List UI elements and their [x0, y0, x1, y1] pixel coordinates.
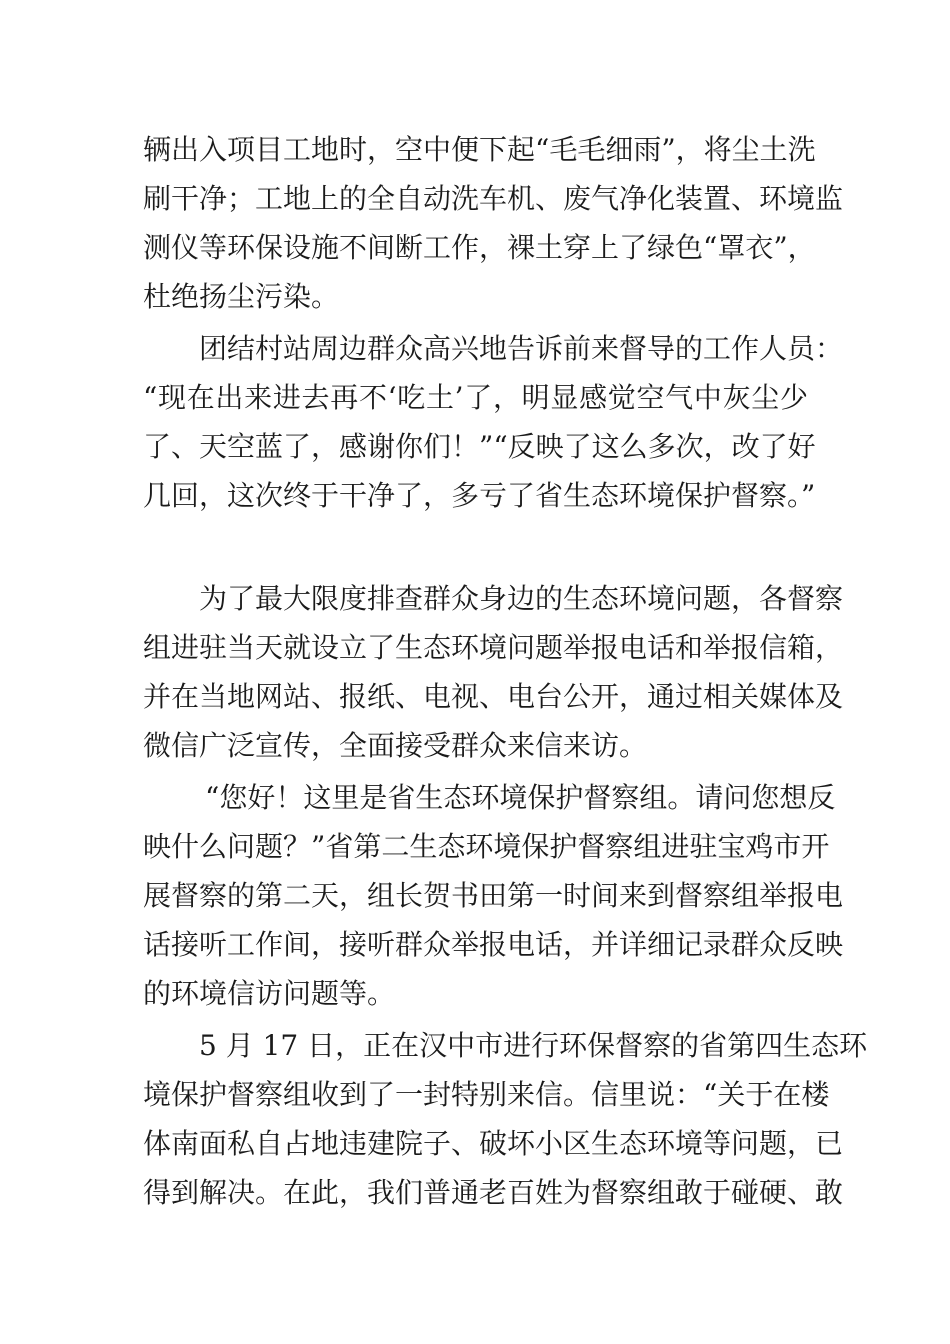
text-line: 几回，这次终于干净了，多亏了省生态环境保护督察。” — [143, 479, 816, 512]
text-line: 团结村站周边群众高兴地告诉前来督导的工作人员： — [199, 332, 844, 365]
text-line: 并在当地网站、报纸、电视、电台公开，通过相关媒体及 — [143, 680, 844, 713]
text-line: 境保护督察组收到了一封特别来信。信里说：“关于在楼 — [143, 1078, 830, 1111]
text-line: 得到解决。在此，我们普通老百姓为督察组敢于碰硬、敢 — [143, 1176, 844, 1209]
text-line: “现在出来进去再不‘吃土’了，明显感觉空气中灰尘少 — [143, 381, 808, 414]
text-line: 5 月 17 日，正在汉中市进行环保督察的省第四生态环 — [199, 1029, 868, 1062]
text-line: “您好！这里是省生态环境保护督察组。请问您想反 — [205, 781, 836, 814]
text-line: 话接听工作间，接听群众举报电话，并详细记录群众反映 — [143, 928, 844, 961]
text-line: 刷干净；工地上的全自动洗车机、废气净化装置、环境监 — [143, 182, 844, 215]
text-line: 组进驻当天就设立了生态环境问题举报电话和举报信箱， — [143, 631, 844, 664]
text-line: 杜绝扬尘污染。 — [143, 280, 340, 313]
text-line: 体南面私自占地违建院子、破坏小区生态环境等问题，已 — [143, 1127, 844, 1160]
text-line: 微信广泛宣传，全面接受群众来信来访。 — [143, 729, 648, 762]
text-line: 的环境信访问题等。 — [143, 977, 396, 1010]
text-line: 辆出入项目工地时，空中便下起“毛毛细雨”，将尘土洗 — [143, 133, 816, 166]
text-line: 映什么问题？”省第二生态环境保护督察组进驻宝鸡市开 — [143, 830, 830, 863]
text-line: 了、天空蓝了，感谢你们！”“反映了这么多次，改了好 — [143, 430, 816, 463]
text-line: 展督察的第二天，组长贺书田第一时间来到督察组举报电 — [143, 879, 844, 912]
text-line: 测仪等环保设施不间断工作，裸土穿上了绿色“罩衣”， — [143, 231, 816, 264]
text-line: 为了最大限度排查群众身边的生态环境问题，各督察 — [199, 582, 844, 615]
